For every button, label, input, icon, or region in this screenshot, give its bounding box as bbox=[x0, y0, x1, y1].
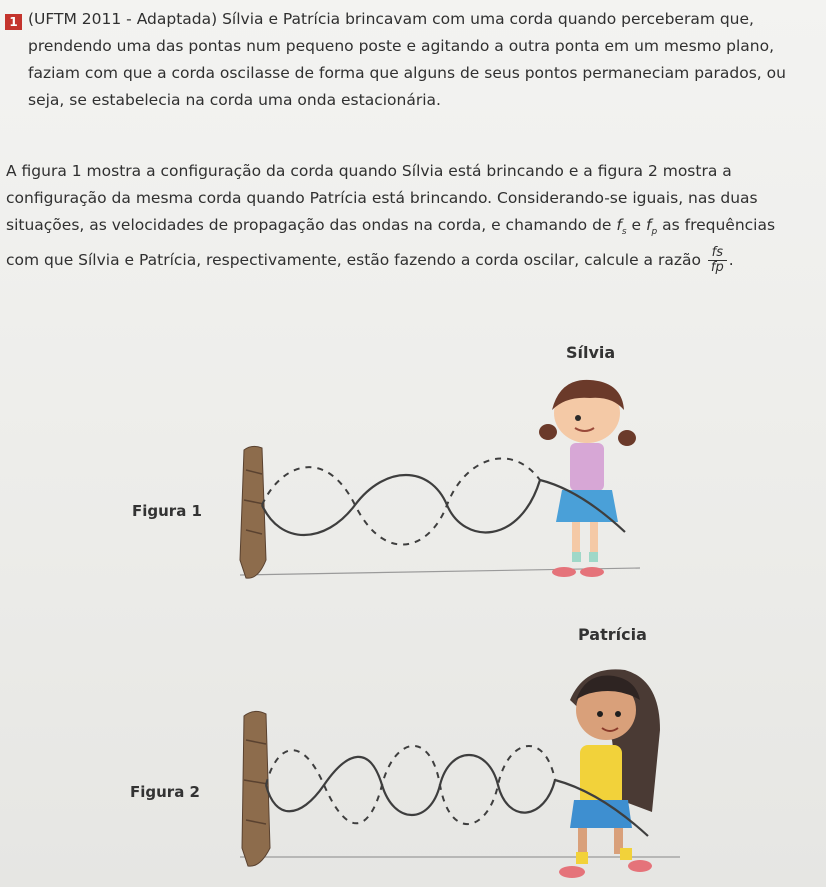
figure-2-label: Figura 2 bbox=[130, 783, 200, 801]
question-paragraph-2 bbox=[6, 158, 806, 275]
sentence-end: . bbox=[728, 251, 734, 270]
question-paragraph-1: (UFTM 2011 - Adaptada) Sílvia e Patrícia brincavam com uma corda quando perceberam que, prendendo uma das pontas num pequeno poste e agitando a outra ponta em um mesmo plano, faziam com que a corda oscilasse de forma que alguns de seus pontos permaneciam parados, ou seja, se estabelecia na corda uma onda estacionária. bbox=[28, 10, 786, 109]
fs-symbol: $f_s$ bbox=[616, 216, 627, 238]
figure-2-caption: Patrícia bbox=[578, 625, 647, 644]
paragraph-2-text-b: as frequências com que Sílvia e Patrícia, respectivamente, estão fazendo a corda oscilar, calcule a razão bbox=[6, 216, 776, 270]
conjunction: e bbox=[631, 216, 642, 234]
figure-1-label: Figura 1 bbox=[132, 502, 202, 520]
paragraph-2-text-a: A figura 1 mostra a configuração da corda quando Sílvia está brincando e a figura 2 mostra a configuração da mesma corda quando Patrícia está brincando. Considerando-se iguais, nas duas situações, as velocidades de propagação das ondas na corda, e chamando de bbox=[6, 162, 758, 234]
ratio-fraction bbox=[708, 246, 727, 275]
ratio-denominator: fp bbox=[710, 260, 724, 276]
ratio-numerator: fs bbox=[708, 246, 727, 261]
figure-1-caption: Sílvia bbox=[566, 343, 616, 362]
fp-symbol: $f_p$ bbox=[645, 216, 658, 238]
question-number-badge: 1 bbox=[5, 14, 22, 30]
